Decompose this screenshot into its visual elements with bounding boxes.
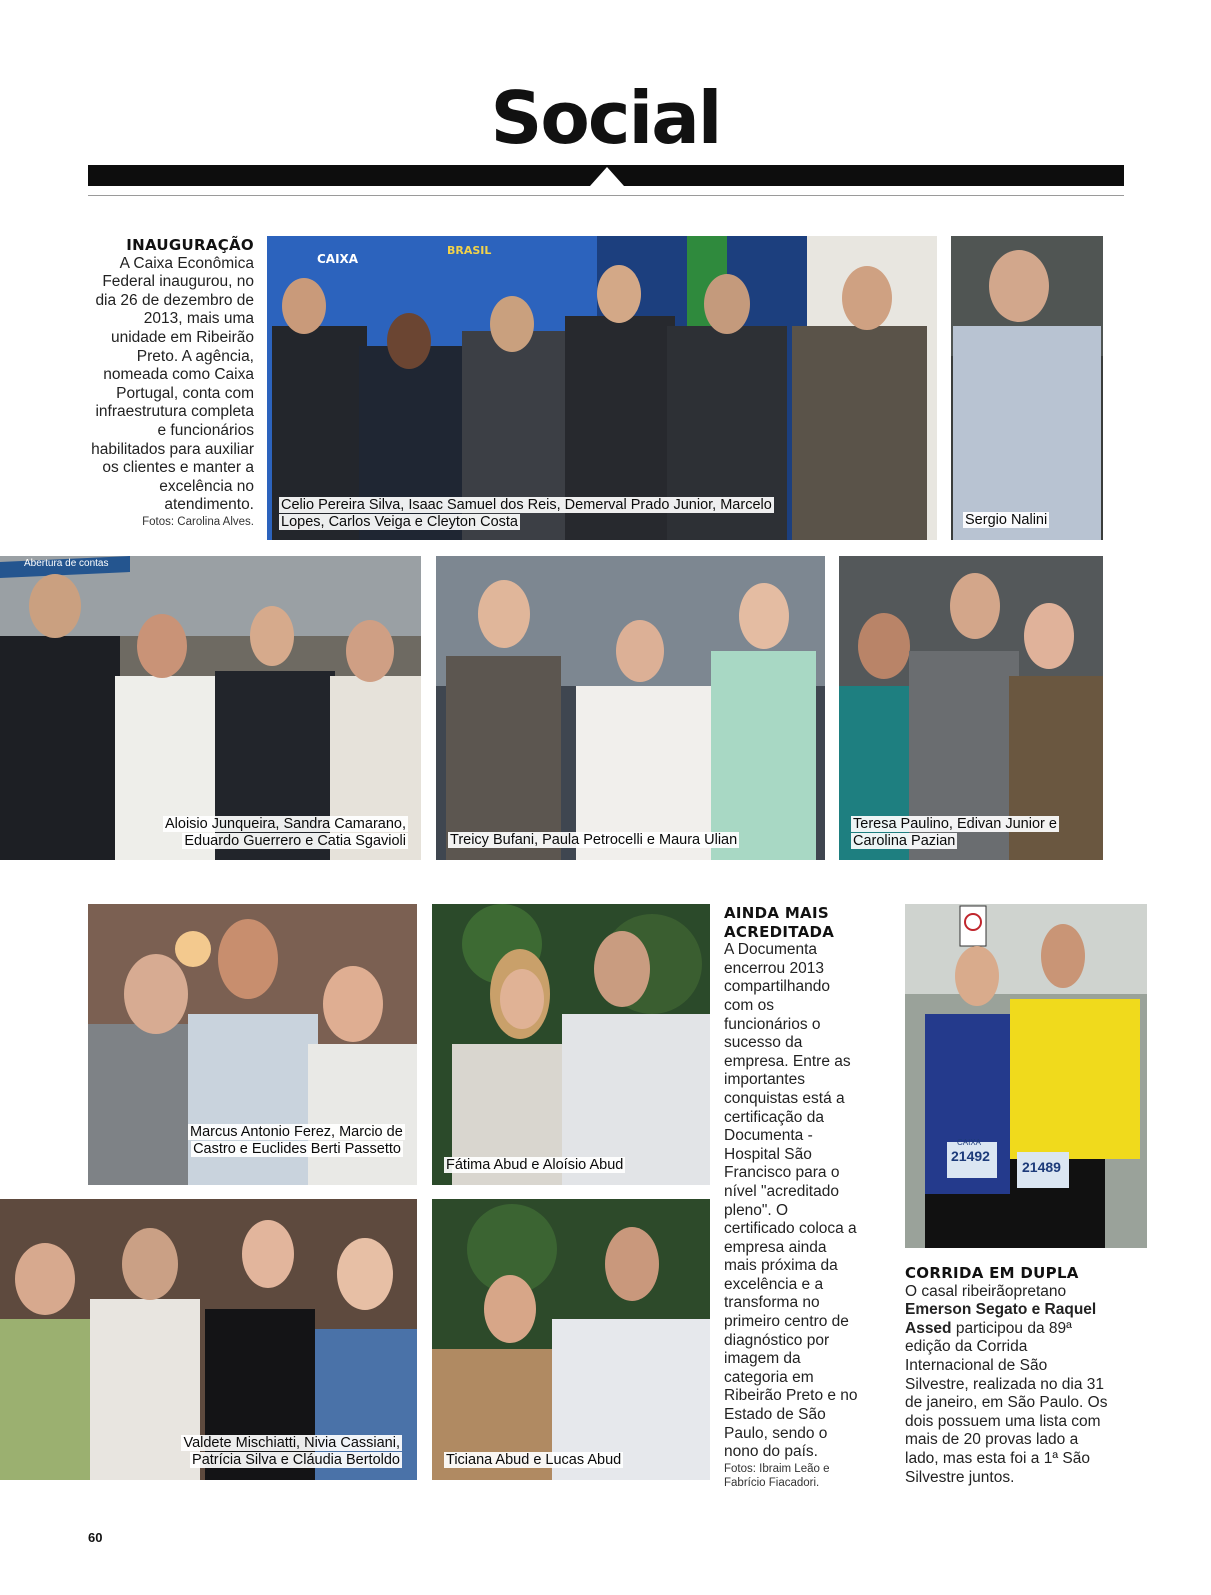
photo-runners: [905, 904, 1147, 1248]
corrida-heading: CORRIDA EM DUPLA: [905, 1264, 1079, 1282]
bib-number-2: 21489: [1022, 1159, 1061, 1175]
backdrop-logo: CAIXA: [317, 252, 359, 266]
corrida-names: Emerson Segato e Raquel Assed: [905, 1301, 1097, 1337]
photo-caption: Treicy Bufani, Paula Petrocelli e Maura Ulian: [450, 832, 738, 848]
bib-number-1: 21492: [951, 1148, 990, 1164]
acreditada-credit: Fotos: Ibraim Leão e Fabrício Fiacadori.: [724, 1462, 830, 1489]
photo-caption: Celio Pereira Silva, Isaac Samuel dos Reis, Demerval Prado Junior, Marcelo Lopes, Carlos Veiga e Cleyton Costa: [281, 497, 772, 530]
photo-marcus-group: [88, 904, 417, 1185]
acreditada-body: A Documenta encerrou 2013 compartilhando com os funcionários o sucesso da empresa. Entre as importantes conquistas está a certificação da Documenta - Hospital São Francisco para o nível "acreditado pleno". O certificado coloca a empresa ainda mais próxima da excelência e a transforma no primeiro centro de diagnóstico por imagem da categoria em Ribeirão Preto e no Estado de São Paulo, sendo o nono do país.: [724, 941, 858, 1461]
backdrop-logo-2: BRASIL: [447, 244, 492, 257]
header-notch: [590, 167, 624, 186]
photo-fatima-aloisio: [432, 904, 710, 1185]
photo-valdete-group: [0, 1199, 417, 1480]
bib-brand: CAIXA: [957, 1138, 982, 1147]
photo-ticiana-lucas: [432, 1199, 710, 1480]
photo-caption: Teresa Paulino, Edivan Junior e Carolina Pazian: [853, 816, 1057, 849]
photo-caption: Sergio Nalini: [965, 512, 1048, 528]
photo-caption: Fátima Abud e Aloísio Abud: [446, 1157, 624, 1173]
bank-sign: Abertura de contas: [24, 558, 109, 569]
photo-sergio: [951, 236, 1103, 540]
photo-caption: Ticiana Abud e Lucas Abud: [446, 1452, 622, 1468]
inauguracao-credit: Fotos: Carolina Alves.: [142, 515, 254, 528]
photo-caption: Valdete Mischiatti, Nivia Cassiani, Patrícia Silva e Cláudia Bertoldo: [183, 1435, 400, 1468]
page-title: Social: [490, 76, 721, 160]
inauguracao-heading: INAUGURAÇÃO: [126, 236, 254, 254]
photo-teresa-group: [839, 556, 1103, 860]
photo-aloisio-group: [0, 556, 421, 860]
header-rule: [88, 195, 1124, 196]
corrida-body: O casal ribeirãopretano Emerson Segato e Raquel Assed participou da 89ª edição da Corrida Internacional de São Silvestre, realizada no dia 31 de janeiro, em São Paulo. Os dois possuem uma lista com mais de 20 provas lado a lado, mas esta foi a 1ª São Silvestre juntos.: [905, 1282, 1108, 1486]
photo-caixa-group: [267, 236, 937, 540]
acreditada-article: [724, 904, 860, 1490]
photo-treicy-group: [436, 556, 825, 860]
inauguracao-body: A Caixa Econômica Federal inaugurou, no dia 26 de dezembro de 2013, mais uma unidade em Ribeirão Preto. A agência, nomeada como Caixa Portugal, conta com infraestrutura completa e funcionários habilitados para auxiliar os clientes e manter a excelência no atendimento.: [91, 254, 254, 514]
photo-caption: Aloisio Junqueira, Sandra Camarano, Eduardo Guerrero e Catia Sgavioli: [165, 816, 406, 849]
photo-caption: Marcus Antonio Ferez, Marcio de Castro e Euclides Berti Passetto: [190, 1124, 403, 1157]
acreditada-heading-1: AINDA MAIS: [724, 904, 829, 922]
acreditada-heading-2: ACREDITADA: [724, 922, 835, 941]
page-number: 60: [88, 1530, 103, 1545]
corrida-article: [905, 1264, 1115, 1487]
inauguracao-article: [88, 236, 254, 529]
